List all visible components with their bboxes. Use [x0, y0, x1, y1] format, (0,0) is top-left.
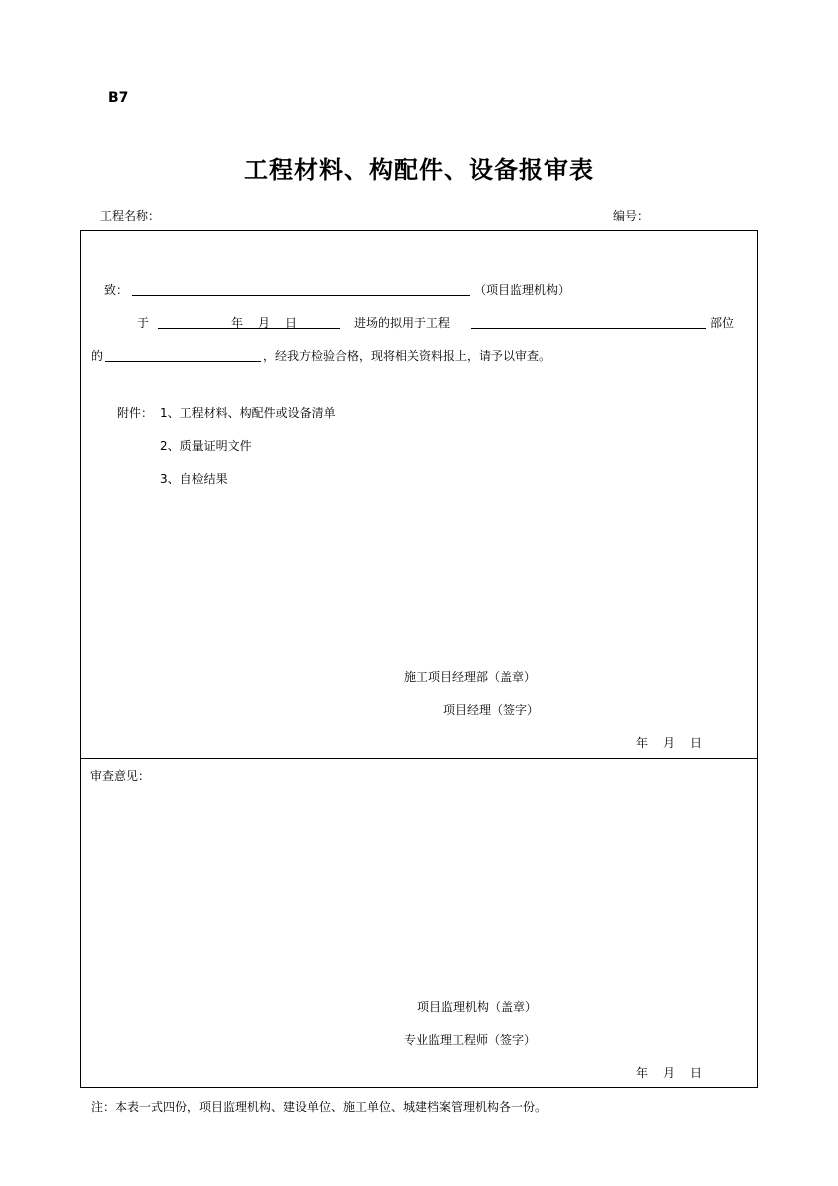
to-label: 致：	[104, 283, 129, 297]
line2-suffix: 部位	[710, 316, 735, 330]
to-suffix: （项目监理机构）	[474, 283, 571, 297]
attachments-label: 附件：	[117, 406, 154, 420]
entry-date-day: 日	[285, 316, 298, 330]
location-field[interactable]	[105, 361, 261, 362]
attachment-item: 3、自检结果	[160, 472, 228, 486]
engineer-signature: 专业监理工程师（签字）	[404, 1033, 537, 1047]
sign-date-day: 日	[690, 736, 703, 750]
line2-prefix: 于	[137, 316, 150, 330]
to-field[interactable]	[132, 295, 470, 296]
review-date-day: 日	[690, 1066, 703, 1080]
review-date-month: 月	[663, 1066, 676, 1080]
line3-prefix: 的	[91, 349, 104, 363]
footnote: 注：本表一式四份，项目监理机构、建设单位、施工单位、城建档案管理机构各一份。	[91, 1100, 548, 1114]
review-label: 审查意见：	[90, 769, 151, 783]
serial-label: 编号：	[613, 209, 650, 223]
project-part-field[interactable]	[471, 328, 706, 329]
attachment-item: 2、质量证明文件	[160, 439, 252, 453]
review-date-year: 年	[636, 1066, 649, 1080]
entry-date-month: 月	[258, 316, 271, 330]
attachment-item: 1、工程材料、构配件或设备清单	[160, 406, 336, 420]
line2-mid: 进场的拟用于工程	[354, 316, 451, 330]
sign-date-month: 月	[663, 736, 676, 750]
sign-date-year: 年	[636, 736, 649, 750]
project-name-label: 工程名称：	[100, 209, 161, 223]
manager-signature: 项目经理（签字）	[443, 703, 540, 717]
entry-date-year: 年	[231, 316, 244, 330]
form-title: 工程材料、构配件、设备报审表	[244, 156, 594, 184]
line3-suffix: ，经我方检验合格，现将相关资料报上，请予以审查。	[263, 349, 552, 363]
contractor-seal: 施工项目经理部（盖章）	[404, 670, 537, 684]
entry-date-field[interactable]	[158, 328, 340, 329]
form-code: B7	[108, 90, 129, 106]
supervisor-seal: 项目监理机构（盖章）	[417, 1000, 538, 1014]
section-divider	[80, 758, 758, 759]
